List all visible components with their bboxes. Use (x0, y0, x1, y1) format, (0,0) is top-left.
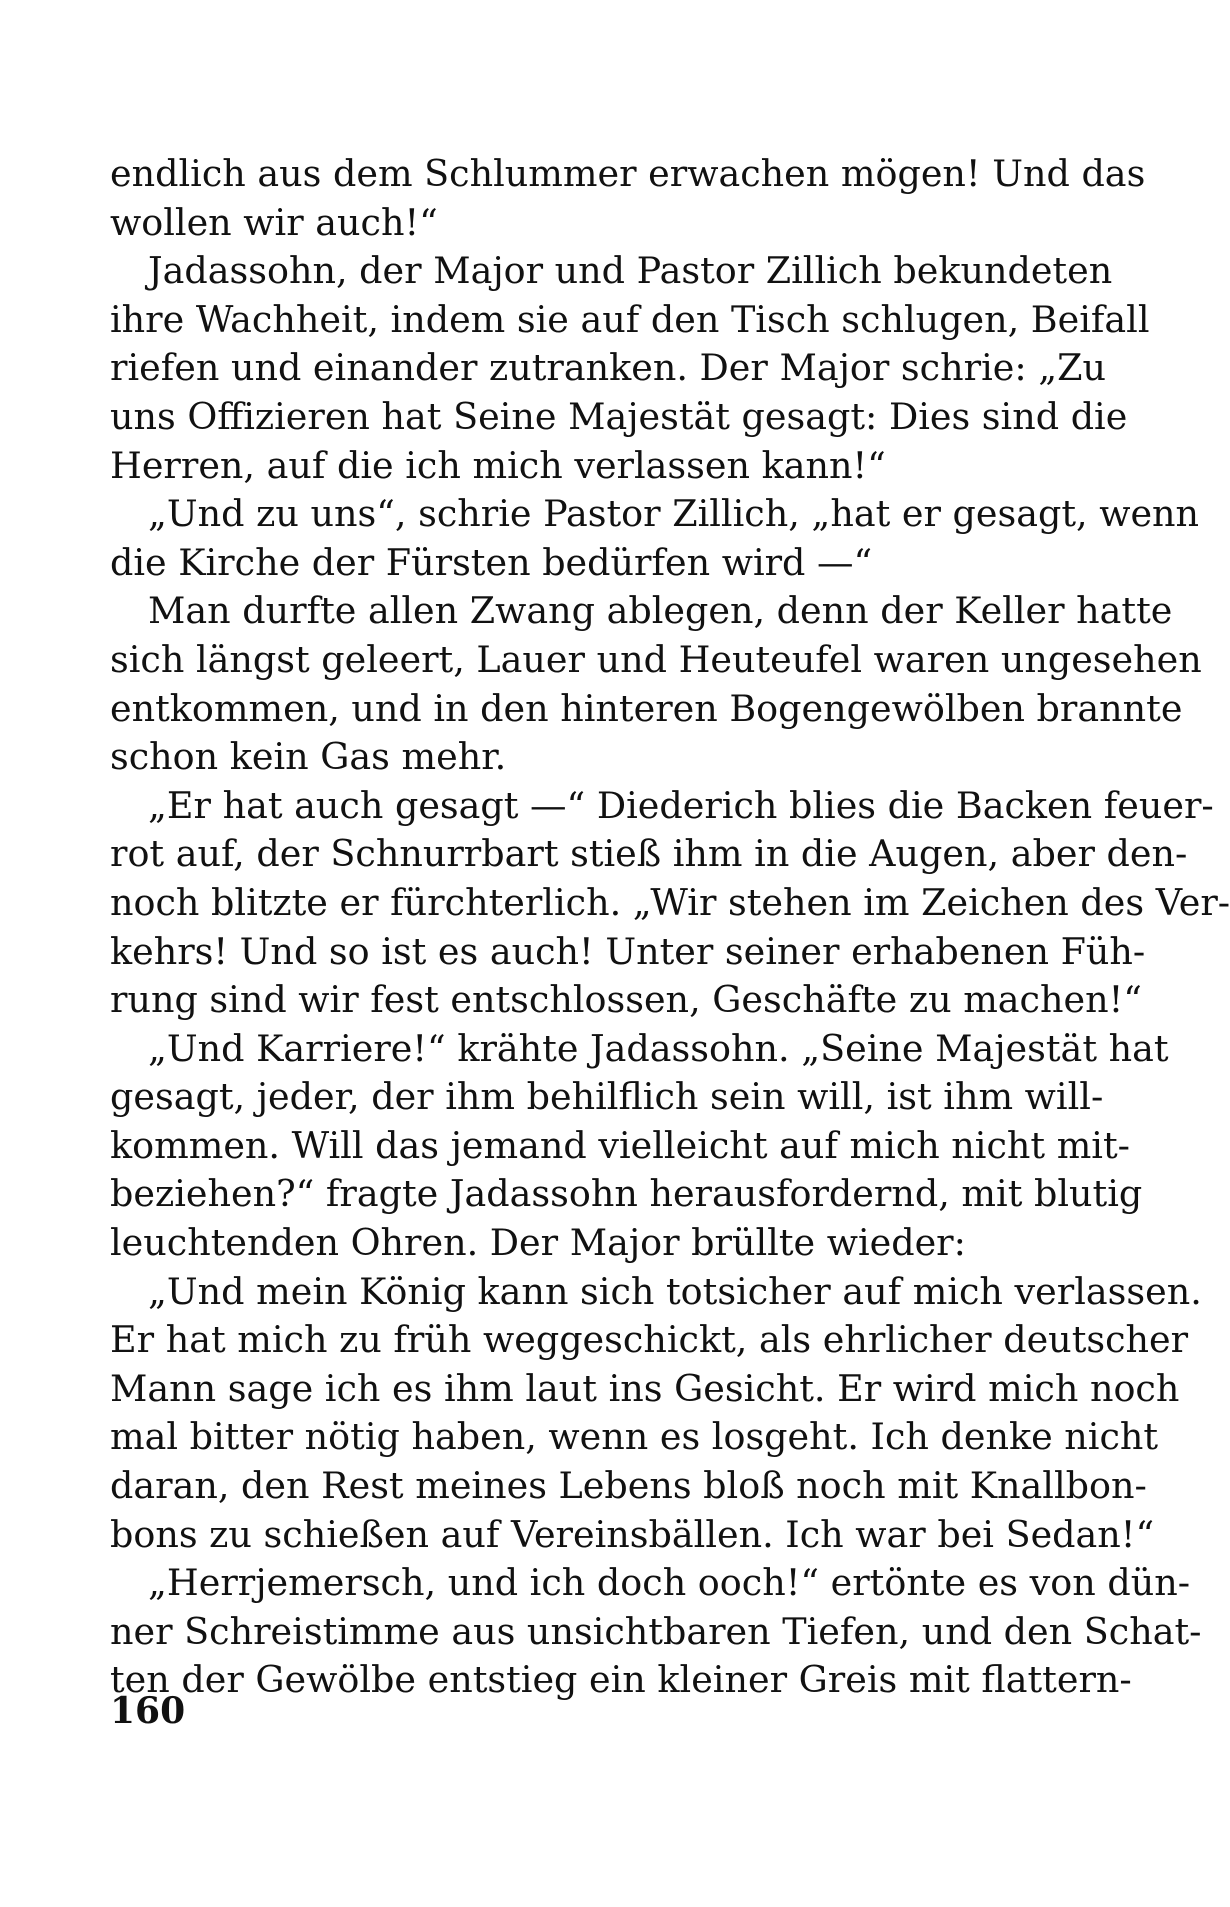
text-line: wollen wir auch!“ (110, 200, 438, 244)
text-line: Mann sage ich es ihm laut ins Gesicht. Er wird mich noch (110, 1366, 1180, 1410)
text-line: beziehen?“ fragte Jadassohn herausfordernd, mit blutig (110, 1172, 1143, 1216)
page-number: 160 (110, 1690, 186, 1732)
text-line: mal bitter nötig haben, wenn es losgeht. Ich denke nicht (110, 1415, 1159, 1459)
text-line: leuchtenden Ohren. Der Major brüllte wieder: (110, 1221, 966, 1265)
text-line: „Herrjemersch, und ich doch ooch!“ ertönte es von dün- (148, 1561, 1191, 1605)
text-line: sich längst geleert, Lauer und Heuteufel waren ungesehen (110, 637, 1202, 681)
text-line: kehrs! Und so ist es auch! Unter seiner erhabenen Füh- (110, 929, 1146, 973)
text-line: riefen und einander zutranken. Der Major schrie: „Zu (110, 346, 1107, 390)
text-line: kommen. Will das jemand vielleicht auf mich nicht mit- (110, 1123, 1130, 1167)
text-line: „Und Karriere!“ krähte Jadassohn. „Seine Majestät hat (148, 1026, 1169, 1070)
text-line: bons zu schießen auf Vereinsbällen. Ich war bei Sedan!“ (110, 1512, 1155, 1556)
text-line: uns Offizieren hat Seine Majestät gesagt: Dies sind die (110, 394, 1128, 438)
text-line: Jadassohn, der Major und Pastor Zillich bekundeten (148, 249, 1113, 293)
text-line: ner Schreistimme aus unsichtbaren Tiefen, und den Schat- (110, 1609, 1202, 1653)
text-line: Er hat mich zu früh weggeschickt, als ehrlicher deutscher (110, 1318, 1189, 1362)
text-line: die Kirche der Fürsten bedürfen wird —“ (110, 540, 873, 584)
text-line: gesagt, jeder, der ihm behilflich sein will, ist ihm will- (110, 1075, 1104, 1119)
body-text (110, 150, 1230, 1705)
text-line: rung sind wir fest entschlossen, Geschäfte zu machen!“ (110, 978, 1142, 1022)
text-line: „Und zu uns“, schrie Pastor Zillich, „hat er gesagt, wenn (148, 492, 1200, 536)
text-line: noch blitzte er fürchterlich. „Wir stehen im Zeichen des Ver- (110, 880, 1230, 924)
text-line: daran, den Rest meines Lebens bloß noch mit Knallbon- (110, 1464, 1147, 1508)
text-line: rot auf, der Schnurrbart stieß ihm in die Augen, aber den- (110, 832, 1188, 876)
text-line: Man durfte allen Zwang ablegen, denn der Keller hatte (148, 589, 1173, 633)
text-line: ten der Gewölbe entstieg ein kleiner Greis mit flattern- (110, 1658, 1132, 1702)
text-line: Herren, auf die ich mich verlassen kann!“ (110, 443, 886, 487)
text-line: „Er hat auch gesagt —“ Diederich blies die Backen feuer- (148, 783, 1214, 827)
text-line: entkommen, und in den hinteren Bogengewölben brannte (110, 686, 1183, 730)
text-line: ihre Wachheit, indem sie auf den Tisch schlugen, Beifall (110, 297, 1150, 341)
text-line: endlich aus dem Schlummer erwachen mögen! Und das (110, 152, 1146, 195)
text-line: „Und mein König kann sich totsicher auf mich verlassen. (148, 1269, 1202, 1313)
text-line: schon kein Gas mehr. (110, 735, 507, 779)
